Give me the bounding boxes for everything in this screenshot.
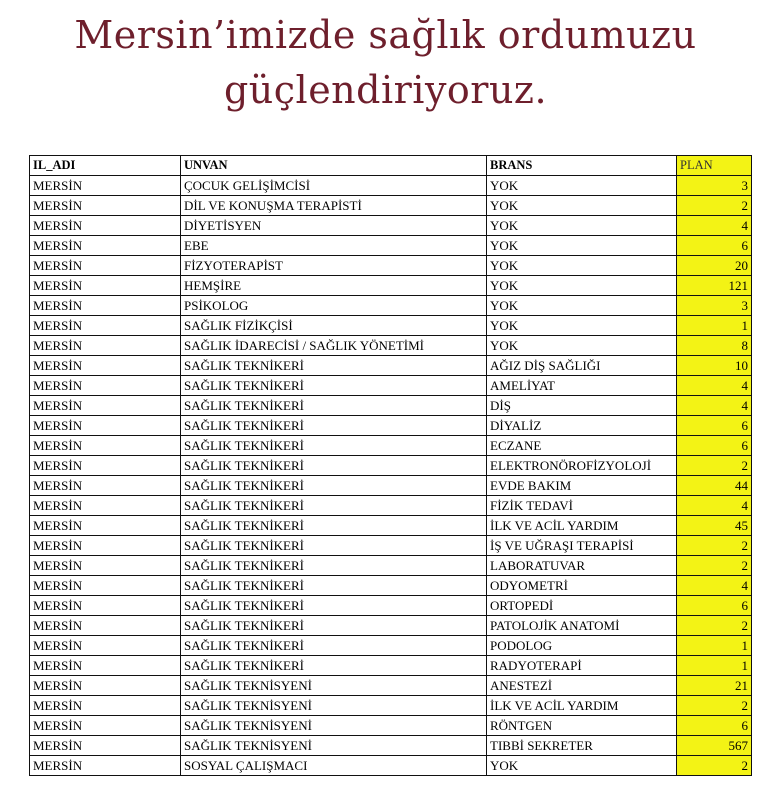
table-row [30,696,752,716]
cell-il: MERSİN [30,716,181,736]
cell-plan: 1 [677,636,752,656]
cell-plan: 21 [677,676,752,696]
cell-brans: RADYOTERAPİ [487,656,677,676]
cell-plan: 3 [677,176,752,196]
table-row [30,476,752,496]
cell-plan: 2 [677,556,752,576]
table-row [30,316,752,336]
cell-il: MERSİN [30,516,181,536]
cell-unvan: SAĞLIK TEKNİKERİ [181,456,487,476]
cell-plan: 4 [677,576,752,596]
cell-plan: 6 [677,416,752,436]
table-row [30,416,752,436]
cell-il: MERSİN [30,196,181,216]
table-row [30,656,752,676]
cell-plan: 121 [677,276,752,296]
cell-unvan: SAĞLIK TEKNİKERİ [181,576,487,596]
cell-plan: 2 [677,696,752,716]
cell-unvan: DİL VE KONUŞMA TERAPİSTİ [181,196,487,216]
cell-brans: İŞ VE UĞRAŞI TERAPİSİ [487,536,677,556]
cell-brans: ODYOMETRİ [487,576,677,596]
table-row [30,576,752,596]
cell-il: MERSİN [30,476,181,496]
cell-unvan: SAĞLIK TEKNİKERİ [181,496,487,516]
cell-brans: İLK VE ACİL YARDIM [487,696,677,716]
cell-unvan: SAĞLIK FİZİKÇİSİ [181,316,487,336]
cell-brans: YOK [487,336,677,356]
cell-il: MERSİN [30,556,181,576]
cell-il: MERSİN [30,336,181,356]
cell-brans: RÖNTGEN [487,716,677,736]
table-header-row [30,156,752,176]
cell-plan: 45 [677,516,752,536]
table-row [30,556,752,576]
table-row [30,196,752,216]
cell-il: MERSİN [30,456,181,476]
staff-plan-table [29,155,752,776]
cell-plan: 6 [677,236,752,256]
cell-brans: YOK [487,756,677,776]
table-row [30,236,752,256]
cell-plan: 1 [677,316,752,336]
cell-plan: 10 [677,356,752,376]
cell-unvan: SAĞLIK TEKNİSYENİ [181,736,487,756]
cell-brans: ORTOPEDİ [487,596,677,616]
cell-unvan: SAĞLIK İDARECİSİ / SAĞLIK YÖNETİMİ [181,336,487,356]
cell-il: MERSİN [30,236,181,256]
cell-plan: 6 [677,436,752,456]
cell-brans: YOK [487,176,677,196]
cell-brans: YOK [487,196,677,216]
table-row [30,456,752,476]
cell-brans: YOK [487,276,677,296]
cell-il: MERSİN [30,756,181,776]
cell-brans: YOK [487,236,677,256]
cell-unvan: PSİKOLOG [181,296,487,316]
cell-plan: 2 [677,536,752,556]
table-row [30,436,752,456]
table-row [30,336,752,356]
table-row [30,516,752,536]
column-header-unvan: UNVAN [181,156,487,176]
cell-il: MERSİN [30,436,181,456]
cell-unvan: SOSYAL ÇALIŞMACI [181,756,487,776]
cell-il: MERSİN [30,656,181,676]
table-row [30,296,752,316]
cell-il: MERSİN [30,356,181,376]
cell-plan: 6 [677,716,752,736]
cell-plan: 2 [677,196,752,216]
cell-il: MERSİN [30,636,181,656]
cell-il: MERSİN [30,536,181,556]
cell-unvan: EBE [181,236,487,256]
cell-unvan: SAĞLIK TEKNİKERİ [181,596,487,616]
table-body [30,176,752,776]
cell-unvan: SAĞLIK TEKNİKERİ [181,556,487,576]
table-row [30,616,752,636]
cell-unvan: SAĞLIK TEKNİSYENİ [181,696,487,716]
table-row [30,756,752,776]
cell-brans: ANESTEZİ [487,676,677,696]
cell-plan: 6 [677,596,752,616]
table-row [30,176,752,196]
cell-unvan: SAĞLIK TEKNİKERİ [181,396,487,416]
table-row [30,636,752,656]
column-header-plan: PLAN [677,156,752,176]
cell-il: MERSİN [30,576,181,596]
cell-il: MERSİN [30,176,181,196]
cell-plan: 20 [677,256,752,276]
cell-unvan: SAĞLIK TEKNİKERİ [181,436,487,456]
cell-il: MERSİN [30,256,181,276]
table-row [30,676,752,696]
table-row [30,596,752,616]
cell-brans: YOK [487,296,677,316]
cell-plan: 4 [677,376,752,396]
table-row [30,216,752,236]
cell-brans: ECZANE [487,436,677,456]
cell-il: MERSİN [30,216,181,236]
cell-plan: 567 [677,736,752,756]
cell-plan: 4 [677,396,752,416]
cell-brans: İLK VE ACİL YARDIM [487,516,677,536]
cell-il: MERSİN [30,676,181,696]
cell-unvan: SAĞLIK TEKNİKERİ [181,656,487,676]
cell-il: MERSİN [30,736,181,756]
cell-plan: 4 [677,496,752,516]
headline-line-2: güçlendiriyoruz. [223,68,548,112]
cell-plan: 2 [677,456,752,476]
cell-il: MERSİN [30,696,181,716]
cell-unvan: SAĞLIK TEKNİKERİ [181,536,487,556]
cell-il: MERSİN [30,616,181,636]
cell-unvan: SAĞLIK TEKNİSYENİ [181,716,487,736]
table-row [30,376,752,396]
table-row [30,396,752,416]
cell-il: MERSİN [30,396,181,416]
cell-il: MERSİN [30,596,181,616]
cell-plan: 2 [677,616,752,636]
cell-unvan: SAĞLIK TEKNİKERİ [181,476,487,496]
cell-brans: TIBBİ SEKRETER [487,736,677,756]
cell-unvan: SAĞLIK TEKNİKERİ [181,416,487,436]
table-row [30,356,752,376]
headline [0,8,771,118]
cell-unvan: ÇOCUK GELİŞİMCİSİ [181,176,487,196]
table-row [30,276,752,296]
cell-unvan: HEMŞİRE [181,276,487,296]
column-header-brans: BRANS [487,156,677,176]
table-row [30,716,752,736]
cell-il: MERSİN [30,416,181,436]
cell-brans: DİŞ [487,396,677,416]
cell-unvan: SAĞLIK TEKNİKERİ [181,356,487,376]
cell-brans: PODOLOG [487,636,677,656]
cell-plan: 4 [677,216,752,236]
cell-brans: EVDE BAKIM [487,476,677,496]
cell-brans: AĞIZ DİŞ SAĞLIĞI [487,356,677,376]
table-row [30,496,752,516]
cell-unvan: DİYETİSYEN [181,216,487,236]
cell-il: MERSİN [30,296,181,316]
headline-line-1: Mersin’imizde sağlık ordumuzu [74,13,697,57]
cell-plan: 3 [677,296,752,316]
cell-unvan: SAĞLIK TEKNİKERİ [181,376,487,396]
table-row [30,736,752,756]
cell-unvan: SAĞLIK TEKNİKERİ [181,616,487,636]
cell-plan: 1 [677,656,752,676]
cell-il: MERSİN [30,376,181,396]
table-row [30,536,752,556]
cell-brans: FİZİK TEDAVİ [487,496,677,516]
cell-brans: YOK [487,256,677,276]
cell-il: MERSİN [30,316,181,336]
cell-brans: DİYALİZ [487,416,677,436]
cell-il: MERSİN [30,496,181,516]
cell-unvan: FİZYOTERAPİST [181,256,487,276]
cell-plan: 8 [677,336,752,356]
cell-brans: AMELİYAT [487,376,677,396]
cell-brans: YOK [487,216,677,236]
cell-brans: LABORATUVAR [487,556,677,576]
cell-brans: YOK [487,316,677,336]
cell-unvan: SAĞLIK TEKNİKERİ [181,636,487,656]
cell-brans: PATOLOJİK ANATOMİ [487,616,677,636]
cell-brans: ELEKTRONÖROFİZYOLOJİ [487,456,677,476]
cell-plan: 44 [677,476,752,496]
cell-il: MERSİN [30,276,181,296]
cell-unvan: SAĞLIK TEKNİKERİ [181,516,487,536]
cell-plan: 2 [677,756,752,776]
column-header-il: IL_ADI [30,156,181,176]
cell-unvan: SAĞLIK TEKNİSYENİ [181,676,487,696]
table-row [30,256,752,276]
